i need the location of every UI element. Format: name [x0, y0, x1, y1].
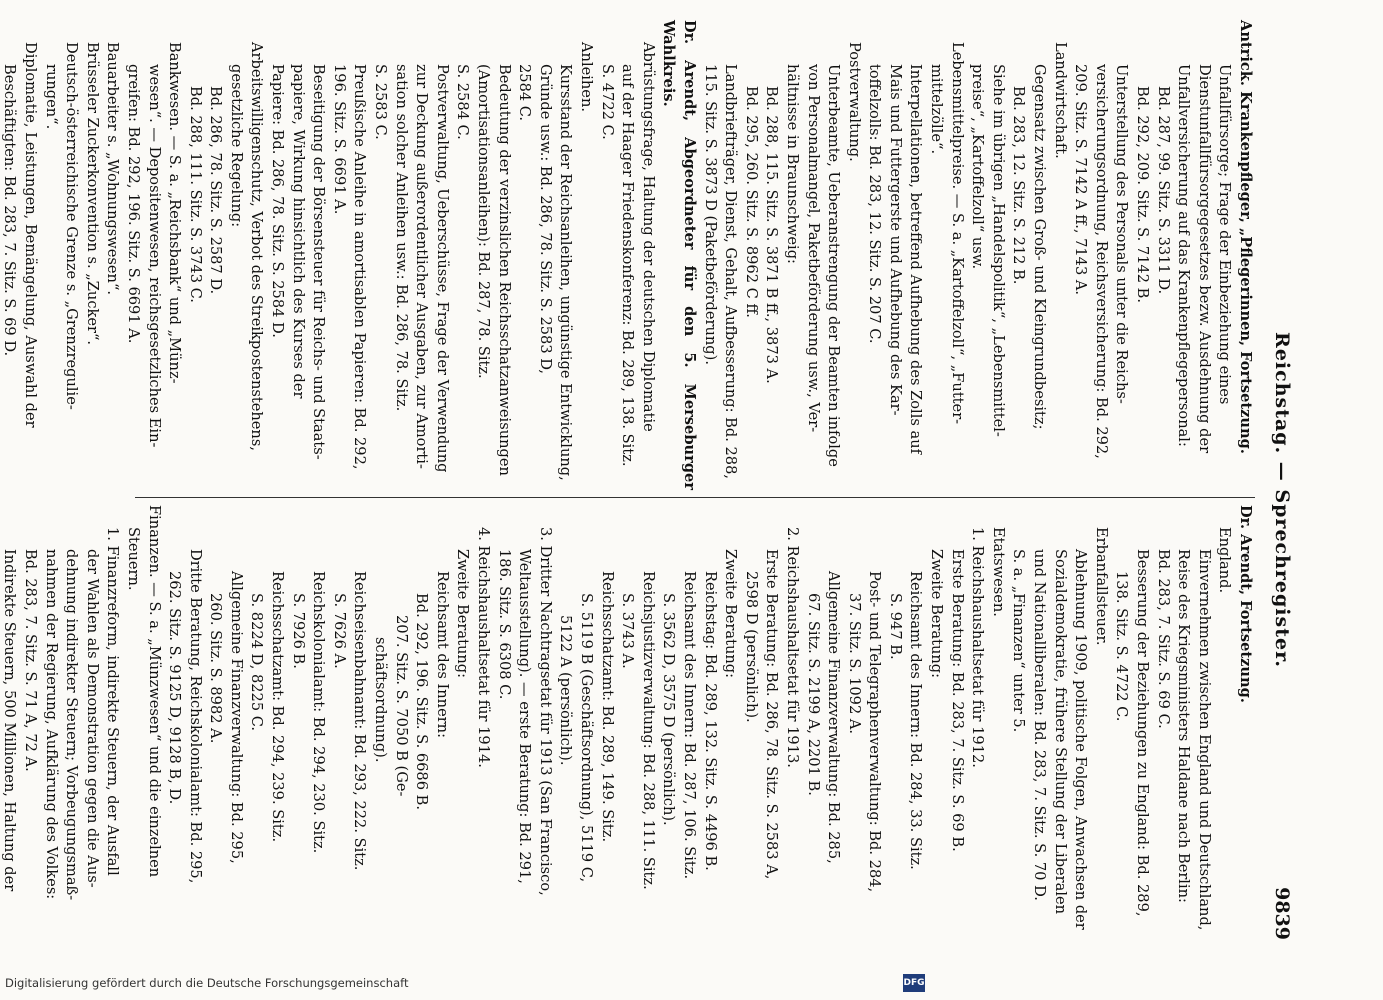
index-line: toffelzolls: Bd. 283, 12. Sitz. S. 207 C.	[866, 64, 884, 344]
index-line: Weltausstellung). — erste Beratung: Bd. 291,	[516, 549, 534, 884]
index-line: Bd. 288, 115. Sitz. S. 3871 B ff., 3873 A.	[763, 86, 781, 384]
index-line: nahmen der Regierung, Aufklärung des Volkes:	[42, 549, 60, 900]
index-line: 2598 D (persönlich).	[742, 571, 760, 723]
index-line: Reichsamt des Innern: Bd. 284, 33. Sitz.	[907, 571, 925, 870]
index-line: 2584 C.	[516, 64, 534, 122]
index-line: S. 947 B.	[886, 593, 904, 660]
index-line: 115. Sitz. S. 3873 D (Paketbeförderung).	[701, 64, 719, 365]
index-line: Bd. 292, 209. Sitz. S. 7142 B.	[1134, 86, 1152, 304]
index-line: Zweite Beratung:	[454, 549, 472, 679]
index-line: gesetzliche Regelung:	[227, 64, 245, 228]
index-line: Arbeitswilligenschutz, Verbot des Streikpostenstehens,	[248, 42, 266, 451]
index-line: Bankwesen. — S. a. „Reichsbank“ und „Münz-	[166, 42, 184, 384]
index-line: Postverwaltung.	[845, 42, 863, 162]
index-line: Erbanfallsteuer.	[1092, 527, 1110, 646]
footer	[5, 972, 925, 994]
index-line: S. 7926 B.	[289, 593, 307, 669]
index-line: Bedeutung der verzinslichen Reichsschatzanweisungen	[495, 64, 513, 476]
index-line: (Amortisationsanleihen): Bd. 287, 78. Sitz.	[475, 64, 493, 379]
index-line: von Personalmangel, Paketbeförderung usw., Ver-	[804, 64, 822, 433]
index-line: Bd. 286, 78. Sitz. S. 2587 D.	[207, 86, 225, 295]
page-header	[1263, 20, 1293, 980]
index-line: Ablehnung 1909, politische Folgen, Anwachsen der	[1072, 549, 1090, 930]
index-line: Post- und Telegraphenverwaltung: Bd. 284,	[866, 571, 884, 893]
index-line: Bd. 283, 7. Sitz. S. 69 C.	[1154, 549, 1172, 729]
index-line: S. 8224 D, 8225 C.	[248, 593, 266, 732]
index-line: Antrick. Krankenpfleger, „Pflegerinnen, Fortsetzung.	[1237, 20, 1254, 454]
index-line: Diplomatie, Leistungen, Bemängelung, Auswahl der	[21, 42, 39, 428]
index-line: Einvernehmen zwischen England und Deutschland,	[1195, 549, 1213, 931]
index-line: Zweite Beratung:	[722, 549, 740, 679]
index-line: Unterbeamte, Ueberanstrengung der Beamten infolge	[825, 64, 843, 467]
index-line: Unfallversicherung auf das Krankenpflegepersonal:	[1175, 64, 1193, 447]
index-line: Reichsamt des Innern:	[433, 571, 451, 738]
index-line: 262. Sitz. S. 9125 D, 9128 B, D.	[166, 571, 184, 805]
index-line: S. 2584 C.	[454, 64, 472, 140]
funding-credit: Digitalisierung gefördert durch die Deutsche Forschungsgemeinschaft	[5, 976, 409, 990]
index-line: preise“, „Kartoffelzoll“ usw.	[969, 64, 987, 270]
index-line: Gründe usw.: Bd. 286, 78. Sitz. S. 2583 D,	[536, 64, 554, 375]
index-line: 3. Dritter Nachtragsetat für 1913 (San Francisco,	[536, 527, 554, 896]
index-line: Sozialdemokratie, frühere Stellung der Liberalen	[1051, 549, 1069, 915]
index-line: 67. Sitz. S. 2199 A, 2201 B.	[804, 593, 822, 796]
index-line: S. 7626 A.	[330, 593, 348, 669]
index-line: Lebensmittelpreise. — S. a. „Kartoffelzoll“, „Futter-	[948, 42, 966, 425]
index-line: Reichstag: Bd. 289, 132. Sitz. S. 4496 B.	[701, 571, 719, 871]
left-column	[1, 20, 1255, 490]
index-line: 260. Sitz. S. 8982 A.	[207, 593, 225, 744]
index-line: Unterstellung des Personals unter die Reichs-	[1113, 64, 1131, 404]
index-line: 4. Reichshaushaltsetat für 1914.	[475, 527, 493, 768]
index-line: 1. Reichshaushaltsetat für 1912.	[969, 527, 987, 768]
index-line: Reichseisenbahnamt: Bd. 293, 222. Sitz.	[351, 571, 369, 871]
index-line: S. 3743 A.	[619, 593, 637, 669]
index-line: England.	[1216, 527, 1234, 594]
index-line: S. 3562 D, 3575 D (persönlich).	[660, 593, 678, 826]
index-line: S. 4722 C.	[598, 64, 616, 140]
right-column	[1, 505, 1255, 975]
index-line: 186. Sitz. S. 6308 C.	[495, 549, 513, 700]
index-line: Dritte Beratung, Reichskolonialamt: Bd. 295,	[186, 549, 204, 884]
dfg-logo-icon: DFG	[903, 974, 925, 992]
index-line: Unfallfürsorge; Frage der Einbeziehung eines	[1216, 64, 1234, 405]
index-line: Abrüstungsfrage, Haltung der deutschen Diplomatie	[639, 42, 657, 432]
index-line: Bd. 295, 260. Sitz. S. 8962 C ff.	[742, 86, 760, 318]
index-line: S. 5119 B (Geschäftsordnung), 5119 C,	[578, 593, 595, 883]
index-line: Bd. 287, 99. Sitz. S. 3311 D.	[1154, 86, 1172, 295]
index-line: schäftsordnung).	[372, 637, 390, 763]
index-line: Indirekte Steuern, 500 Millionen, Haltung der	[1, 549, 19, 892]
index-line: Kursstand der Reichsanleihen, ungünstige Entwicklung,	[557, 64, 575, 481]
index-line: Deutsch-österreichische Grenze s. „Grenzregulie-	[63, 42, 81, 410]
index-line: Dienstunfallfürsorgegesetzes bezw. Ausdehnung der	[1195, 64, 1213, 454]
index-line: 138. Sitz. S. 4722 C.	[1113, 571, 1131, 722]
index-line: Gegensatz zwischen Groß- und Kleingrundbesitz;	[1031, 64, 1049, 430]
index-line: Brüsseler Zuckerkonvention s. „Zucker“.	[83, 42, 101, 346]
index-line: Bauarbeiter s. „Wohnungswesen“.	[104, 42, 122, 296]
index-line: Dr. Arendt, Abgeordneter für den 5. Merseburger Wahlkreis.	[660, 20, 698, 490]
index-line: Allgemeine Finanzverwaltung: Bd. 285,	[825, 571, 843, 864]
index-line: Landwirtschaft.	[1051, 42, 1069, 159]
index-line: Interpellationen, betreffend Aufhebung des Zolls auf	[907, 64, 925, 455]
index-line: Postverwaltung, Ueberschüsse, Frage der Verwendung	[433, 64, 451, 473]
index-line: 37. Sitz. S. 1092 A.	[845, 593, 863, 735]
index-line: Erste Beratung: Bd. 283, 7. Sitz. S. 69 B.	[948, 549, 966, 852]
page-number: 9839	[1271, 887, 1293, 940]
index-line: S. a. „Finanzen“ unter 5.	[1010, 549, 1028, 733]
running-title: Reichstag. — Sprechregister.	[1271, 332, 1293, 668]
index-line: greifen: Bd. 292, 196. Sitz. S. 6691 A.	[124, 64, 142, 344]
index-line: versicherungsordnung, Reichsversicherung: Bd. 292,	[1092, 64, 1110, 459]
index-line: Bd. 283, 12. Sitz. S. 212 B.	[1010, 86, 1028, 285]
index-line: Anleihen.	[578, 42, 595, 112]
index-line: Bd. 288, 111. Sitz. S. 3743 C.	[186, 86, 204, 303]
index-line: 196. Sitz. S. 6691 A.	[330, 64, 348, 215]
index-line: Bd. 292, 196. Sitz. S. 6686 B.	[413, 593, 431, 811]
index-line: 2. Reichshaushaltsetat für 1913.	[783, 527, 801, 768]
index-line: Reichsamt des Innern: Bd. 287, 106. Sitz.	[680, 571, 698, 880]
index-line: S. 2583 C.	[372, 64, 390, 140]
index-line: Reichsjustizverwaltung: Bd. 288, 111. Sitz.	[639, 571, 657, 890]
index-line: 207. Sitz. S. 7050 B (Ge-	[392, 615, 410, 797]
index-line: dehnung indirekter Steuern; Vorbeugungsmaß-	[63, 549, 81, 901]
index-line: Allgemeine Finanzverwaltung: Bd. 295,	[227, 571, 245, 864]
index-line: rungen“.	[42, 64, 60, 130]
index-line: wesen“. — Depositenwesen, reichsgesetzliches Ein-	[145, 64, 163, 448]
index-line: Reichsschatzamt: Bd. 289, 149. Sitz.	[598, 571, 616, 843]
index-line: Etatswesen.	[989, 527, 1007, 617]
index-line: mittelzölle“.	[928, 64, 946, 155]
index-line: Siehe im übrigen „Handelspolitik“, „Lebensmittel-	[989, 64, 1007, 437]
index-line: Reichskolonialamt: Bd. 294, 230. Sitz.	[310, 571, 328, 854]
index-line: Mais und Futtergerste und Aufhebung des Kar-	[886, 64, 904, 416]
index-line: 209. Sitz. S. 7142 A ff., 7143 A.	[1072, 64, 1090, 296]
index-line: auf der Haager Friedenskonferenz: Bd. 289, 138. Sitz.	[619, 64, 637, 467]
index-line: Zweite Beratung:	[928, 549, 946, 679]
index-line: papiere, Wirkung hinsichtlich des Kurses der	[289, 64, 307, 399]
index-line: Reise des Kriegsministers Haldane nach Berlin:	[1175, 549, 1193, 903]
index-line: Besserung der Beziehungen zu England: Bd. 289,	[1134, 549, 1152, 917]
index-line: Preußische Anleihe in amortisablen Papieren: Bd. 292,	[351, 64, 369, 470]
index-line: der Wahlen als Demonstration gegen die Aus-	[83, 549, 101, 888]
index-line: Landbriefträger, Dienst, Gehalt, Aufbesserung: Bd. 288,	[722, 64, 740, 480]
index-line: 5122 A (persönlich).	[557, 615, 575, 766]
index-line: Papiere: Bd. 286, 78. Sitz. S. 2584 D.	[269, 64, 287, 338]
index-line: Beseitigung der Börsensteuer für Reichs- und Staats-	[310, 64, 328, 460]
index-line: Bd. 283, 7. Sitz. S. 71 A, 72 A.	[21, 549, 39, 772]
index-line: Dr. Arendt, Fortsetzung.	[1237, 505, 1254, 703]
index-line: zur Deckung außerordentlicher Ausgaben, zur Amorti-	[413, 64, 431, 469]
index-line: sation solcher Anleihen usw.: Bd. 286, 78. Sitz.	[392, 64, 410, 412]
index-line: Steuern.	[124, 527, 142, 591]
index-line: Beschäftigten: Bd. 283, 7. Sitz. S. 69 D.	[1, 64, 19, 357]
column-divider	[135, 497, 1255, 498]
index-line: 1. Finanzreform, indirekte Steuern, der Ausfall	[104, 527, 122, 876]
index-line: Finanzen. — S. a. „Münzwesen“ und die einzelnen	[145, 505, 163, 878]
index-line: Erste Beratung: Bd. 286, 78. Sitz. S. 2583 A,	[763, 549, 781, 880]
index-line: Reichsschatzamt: Bd. 294, 239. Sitz.	[269, 571, 287, 843]
index-line: hältnisse in Braunschweig:	[783, 64, 801, 264]
index-line: und Nationalliberalen: Bd. 283, 7. Sitz. S. 70 D.	[1031, 549, 1049, 901]
